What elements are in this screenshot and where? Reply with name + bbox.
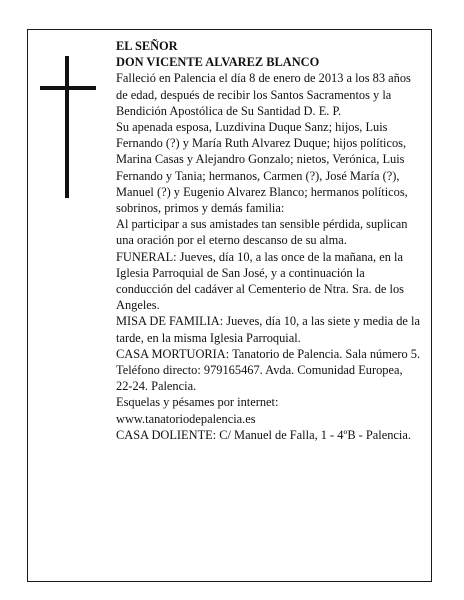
condolences-website: www.tanatoriodepalencia.es xyxy=(116,411,256,426)
funeral-home-info: CASA MORTUORIA: Tanatorio de Palencia. Sala número 5. Teléfono directo: 979165467. Avda. Comunidad Europea, 22-24. Palencia. xyxy=(116,346,421,394)
family-mass-info: MISA DE FAMILIA: Jueves, día 10, a las siete y media de la tarde, en la misma Iglesia Parroquial. xyxy=(116,314,420,345)
cross-horizontal-bar xyxy=(40,86,96,90)
cross-icon xyxy=(40,56,96,198)
funeral-info: FUNERAL: Jueves, día 10, a las once de la mañana, en la Iglesia Parroquial de San José, y a continuación la conducción del cadáver al Cementerio de Ntra. Sra. de los Angeles. xyxy=(116,249,404,313)
family-list: Su apenada esposa, Luzdivina Duque Sanz; hijos, Luis Fernando (?) y María Ruth Alvarez Duque; hijos políticos, Marina Casas y Alejandro Gonzalo; nietos, Verónica, Luis Fernando y Tania; hermanos, Carmen (?), José María (?), Manuel (?) y Eugenio Alvarez Blanco; hermanos políticos, sobrinos, primos y demás familia: xyxy=(116,120,408,216)
death-announcement: Falleció en Palencia el día 8 de enero de 2013 a los 83 años de edad, después de recibir los Santos Sacramentos y la Bendición Apostólica de Su Santidad D. E. P. xyxy=(116,71,411,118)
cross-vertical-bar xyxy=(65,56,69,198)
obituary-text xyxy=(116,38,422,443)
prayer-request: Al participar a sus amistades tan sensible pérdida, suplican una oración por el eterno descanso de su alma. xyxy=(116,217,408,248)
deceased-name: DON VICENTE ALVAREZ BLANCO xyxy=(116,55,320,70)
family-home-address: CASA DOLIENTE: C/ Manuel de Falla, 1 - 4ºB - Palencia. xyxy=(116,427,411,442)
condolences-label: Esquelas y pésames por internet: xyxy=(116,395,279,410)
heading-title: EL SEÑOR xyxy=(116,39,178,53)
